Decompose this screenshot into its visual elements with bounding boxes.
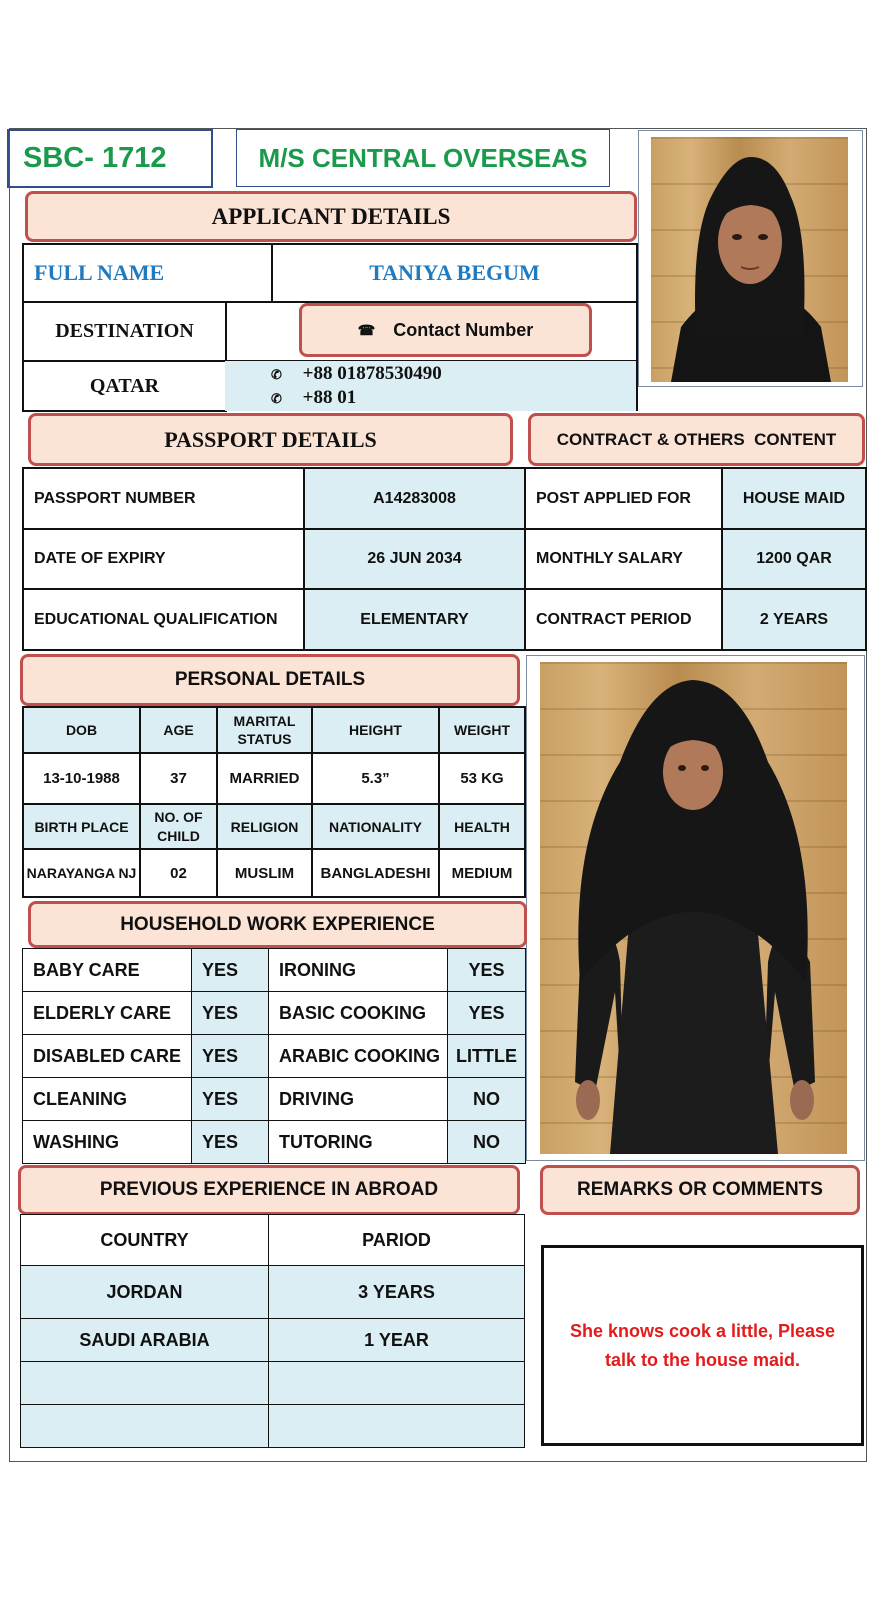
skill-value: YES (191, 948, 269, 992)
abroad-period-cell (268, 1361, 525, 1405)
agency-name-box (236, 129, 610, 187)
skill-value: YES (447, 948, 526, 992)
skill-value: YES (191, 991, 269, 1035)
children-value: 02 (139, 848, 218, 898)
skill-value: LITTLE (447, 1034, 526, 1078)
post-applied-value: HOUSE MAID (721, 467, 867, 530)
destination-value: QATAR (22, 360, 227, 412)
marital-status-value: MARRIED (216, 752, 313, 805)
remarks-text: She knows cook a little, Please talk to the house maid. (569, 1320, 836, 1370)
phone-icon: ✆ (271, 367, 282, 382)
skill-label: ELDERLY CARE (22, 991, 192, 1035)
skill-label: IRONING (268, 948, 448, 992)
full-name-label: FULL NAME (22, 243, 273, 303)
passport-number-label: PASSPORT NUMBER (22, 467, 305, 530)
household-experience-heading: HOUSEHOLD WORK EXPERIENCE (28, 901, 527, 948)
contract-period-label: CONTRACT PERIOD (524, 588, 723, 651)
nationality-header: NATIONALITY (311, 803, 440, 850)
skill-value: NO (447, 1120, 526, 1164)
skill-value: NO (447, 1077, 526, 1121)
remarks-box (541, 1245, 864, 1446)
remarks-heading: REMARKS OR COMMENTS (540, 1165, 860, 1215)
nationality-value: BANGLADESHI (311, 848, 440, 898)
telephone-icon: ☎ (357, 321, 376, 338)
birth-place-header: BIRTH PLACE (22, 803, 141, 850)
age-value: 37 (139, 752, 218, 805)
height-value: 5.3” (311, 752, 440, 805)
skill-label: DRIVING (268, 1077, 448, 1121)
skill-value: YES (191, 1077, 269, 1121)
health-header: HEALTH (438, 803, 526, 850)
agency-name: M/S CENTRAL OVERSEAS (258, 142, 588, 173)
weight-value: 53 KG (438, 752, 526, 805)
abroad-experience-heading: PREVIOUS EXPERIENCE IN ABROAD (18, 1165, 520, 1215)
skill-value: YES (191, 1120, 269, 1164)
dob-value: 13-10-1988 (22, 752, 141, 805)
date-of-expiry-label: DATE OF EXPIRY (22, 528, 305, 590)
skill-label: BASIC COOKING (268, 991, 448, 1035)
destination-label: DESTINATION (22, 301, 227, 362)
post-applied-label: POST APPLIED FOR (524, 467, 723, 530)
phone-icon: ✆ (271, 391, 282, 406)
abroad-period-cell: 1 YEAR (268, 1318, 525, 1362)
contract-period-value: 2 YEARS (721, 588, 867, 651)
dob-header: DOB (22, 706, 141, 754)
portrait-photo (651, 137, 848, 382)
religion-header: RELIGION (216, 803, 313, 850)
children-header: NO. OF CHILD (139, 803, 218, 850)
applicant-code: SBC- 1712 (23, 142, 167, 174)
skill-label: TUTORING (268, 1120, 448, 1164)
country-column-header: COUNTRY (20, 1214, 269, 1266)
phone-1: ✆ +88 01878530490 (271, 363, 442, 384)
marital-status-header: MARITAL STATUS (216, 706, 313, 754)
applicant-details-heading: APPLICANT DETAILS (25, 191, 637, 242)
full-length-photo (540, 662, 847, 1154)
skill-label: BABY CARE (22, 948, 192, 992)
abroad-period-cell: 3 YEARS (268, 1265, 525, 1319)
skill-label: WASHING (22, 1120, 192, 1164)
health-value: MEDIUM (438, 848, 526, 898)
abroad-country-cell: SAUDI ARABIA (20, 1318, 269, 1362)
abroad-country-cell (20, 1361, 269, 1405)
phone-2: ✆ +88 01 (271, 387, 357, 408)
monthly-salary-label: MONTHLY SALARY (524, 528, 723, 590)
full-name-value: TANIYA BEGUM (271, 243, 638, 303)
height-header: HEIGHT (311, 706, 440, 754)
age-header: AGE (139, 706, 218, 754)
abroad-period-cell (268, 1404, 525, 1448)
weight-header: WEIGHT (438, 706, 526, 754)
monthly-salary-value: 1200 QAR (721, 528, 867, 590)
skill-label: CLEANING (22, 1077, 192, 1121)
contact-number-heading: ☎ Contact Number (299, 303, 592, 357)
abroad-country-cell (20, 1404, 269, 1448)
date-of-expiry-value: 26 JUN 2034 (303, 528, 526, 590)
passport-number-value: A14283008 (303, 467, 526, 530)
education-label: EDUCATIONAL QUALIFICATION (22, 588, 305, 651)
contract-heading: CONTRACT & OTHERS CONTENT (528, 413, 865, 466)
education-value: ELEMENTARY (303, 588, 526, 651)
skill-value: YES (447, 991, 526, 1035)
applicant-code-box (7, 129, 213, 188)
religion-value: MUSLIM (216, 848, 313, 898)
personal-details-heading: PERSONAL DETAILS (20, 654, 520, 706)
passport-details-heading: PASSPORT DETAILS (28, 413, 513, 466)
abroad-country-cell: JORDAN (20, 1265, 269, 1319)
skill-label: DISABLED CARE (22, 1034, 192, 1078)
period-column-header: PARIOD (268, 1214, 525, 1266)
birth-place-value: NARAYANGA NJ (22, 848, 141, 898)
skill-value: YES (191, 1034, 269, 1078)
skill-label: ARABIC COOKING (268, 1034, 448, 1078)
phone-list (225, 361, 638, 411)
